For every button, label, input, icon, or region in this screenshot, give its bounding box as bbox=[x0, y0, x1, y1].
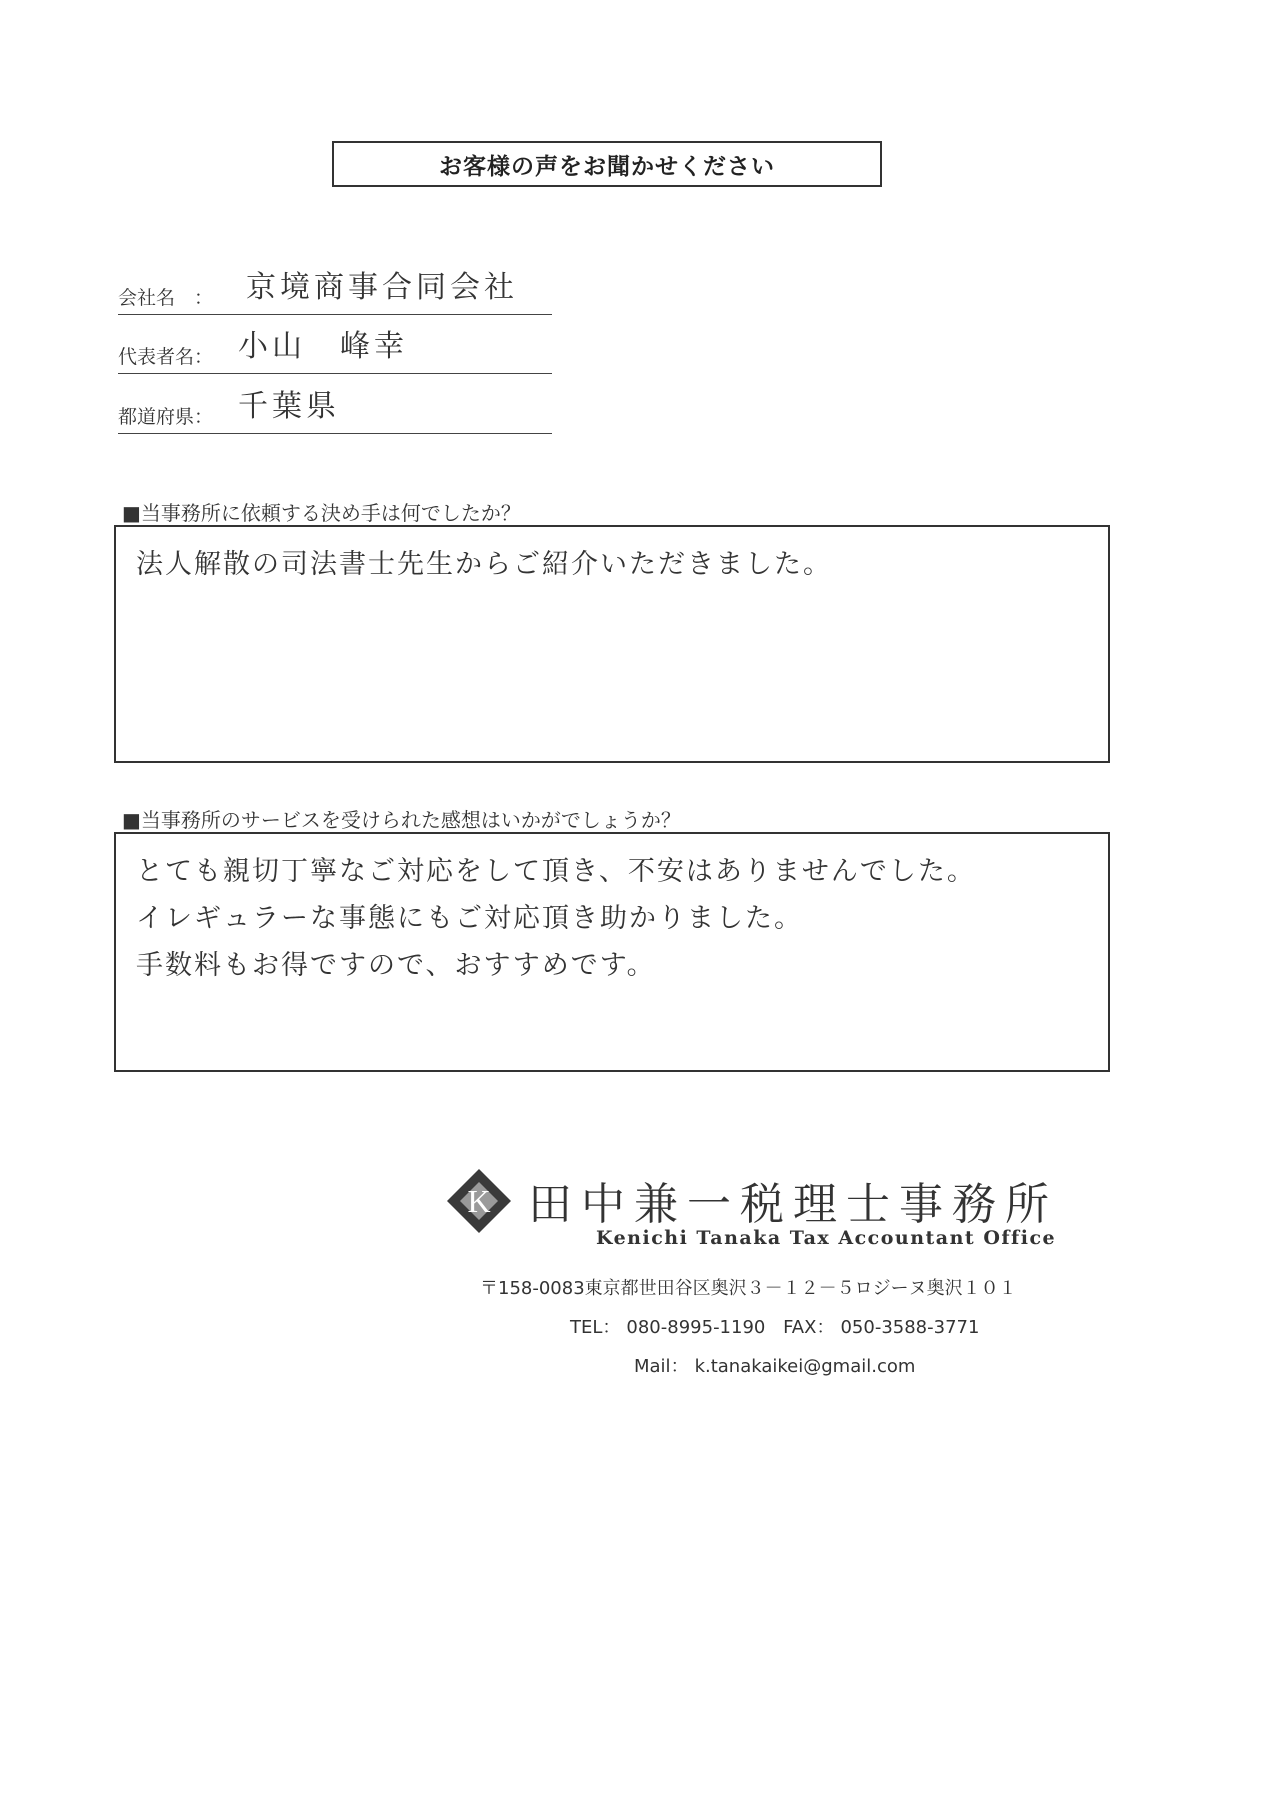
prefecture-field bbox=[118, 387, 552, 434]
tel-value: 080-8995-1190 bbox=[626, 1317, 766, 1338]
question-2: ■当事務所のサービスを受けられた感想はいかがでしょうか？ bbox=[122, 808, 681, 832]
tel-label: TEL： bbox=[570, 1317, 621, 1338]
company-name-value: 京境商事合同会社 bbox=[246, 270, 518, 305]
answer-1-line: 法人解散の司法書士先生からご紹介いただきました。 bbox=[136, 549, 832, 580]
answer-2-line-3: 手数料もお得ですので、おすすめです。 bbox=[136, 950, 656, 981]
fax-label: FAX： bbox=[783, 1317, 835, 1338]
prefecture-label: 都道府県： bbox=[118, 406, 214, 428]
representative-value: 小山 峰幸 bbox=[238, 329, 408, 364]
company-name-label: 会社名 ： bbox=[118, 287, 214, 309]
office-logo-icon bbox=[446, 1168, 512, 1234]
representative-label: 代表者名： bbox=[118, 346, 214, 368]
office-phone-row bbox=[570, 1313, 979, 1339]
prefecture-value: 千葉県 bbox=[238, 389, 340, 424]
office-address: 〒158-0083東京都世田谷区奥沢３－１２－５ロジーヌ奥沢１０１ bbox=[480, 1278, 1017, 1299]
form-title: お客様の声をお聞かせください bbox=[332, 141, 882, 187]
answer-box-2 bbox=[114, 832, 1110, 1072]
mail-value: k.tanakaikei@gmail.com bbox=[694, 1356, 916, 1377]
fax-value: 050-3588-3771 bbox=[840, 1317, 980, 1338]
question-1: ■当事務所に依頼する決め手は何でしたか？ bbox=[122, 501, 521, 525]
office-name-en: Kenichi Tanaka Tax Accountant Office bbox=[596, 1227, 1057, 1249]
answer-2-line-1: とても親切丁寧なご対応をして頂き、不安はありませんでした。 bbox=[136, 856, 976, 887]
answer-box-1 bbox=[114, 525, 1110, 763]
office-mail-row bbox=[634, 1352, 915, 1378]
answer-2-line-2: イレギュラーな事態にもご対応頂き助かりました。 bbox=[136, 903, 803, 934]
mail-label: Mail： bbox=[634, 1356, 689, 1377]
representative-field bbox=[118, 327, 552, 374]
office-name: 田中兼一税理士事務所 bbox=[528, 1179, 1058, 1230]
company-name-field bbox=[118, 268, 552, 315]
logo-letter: K bbox=[467, 1183, 491, 1219]
